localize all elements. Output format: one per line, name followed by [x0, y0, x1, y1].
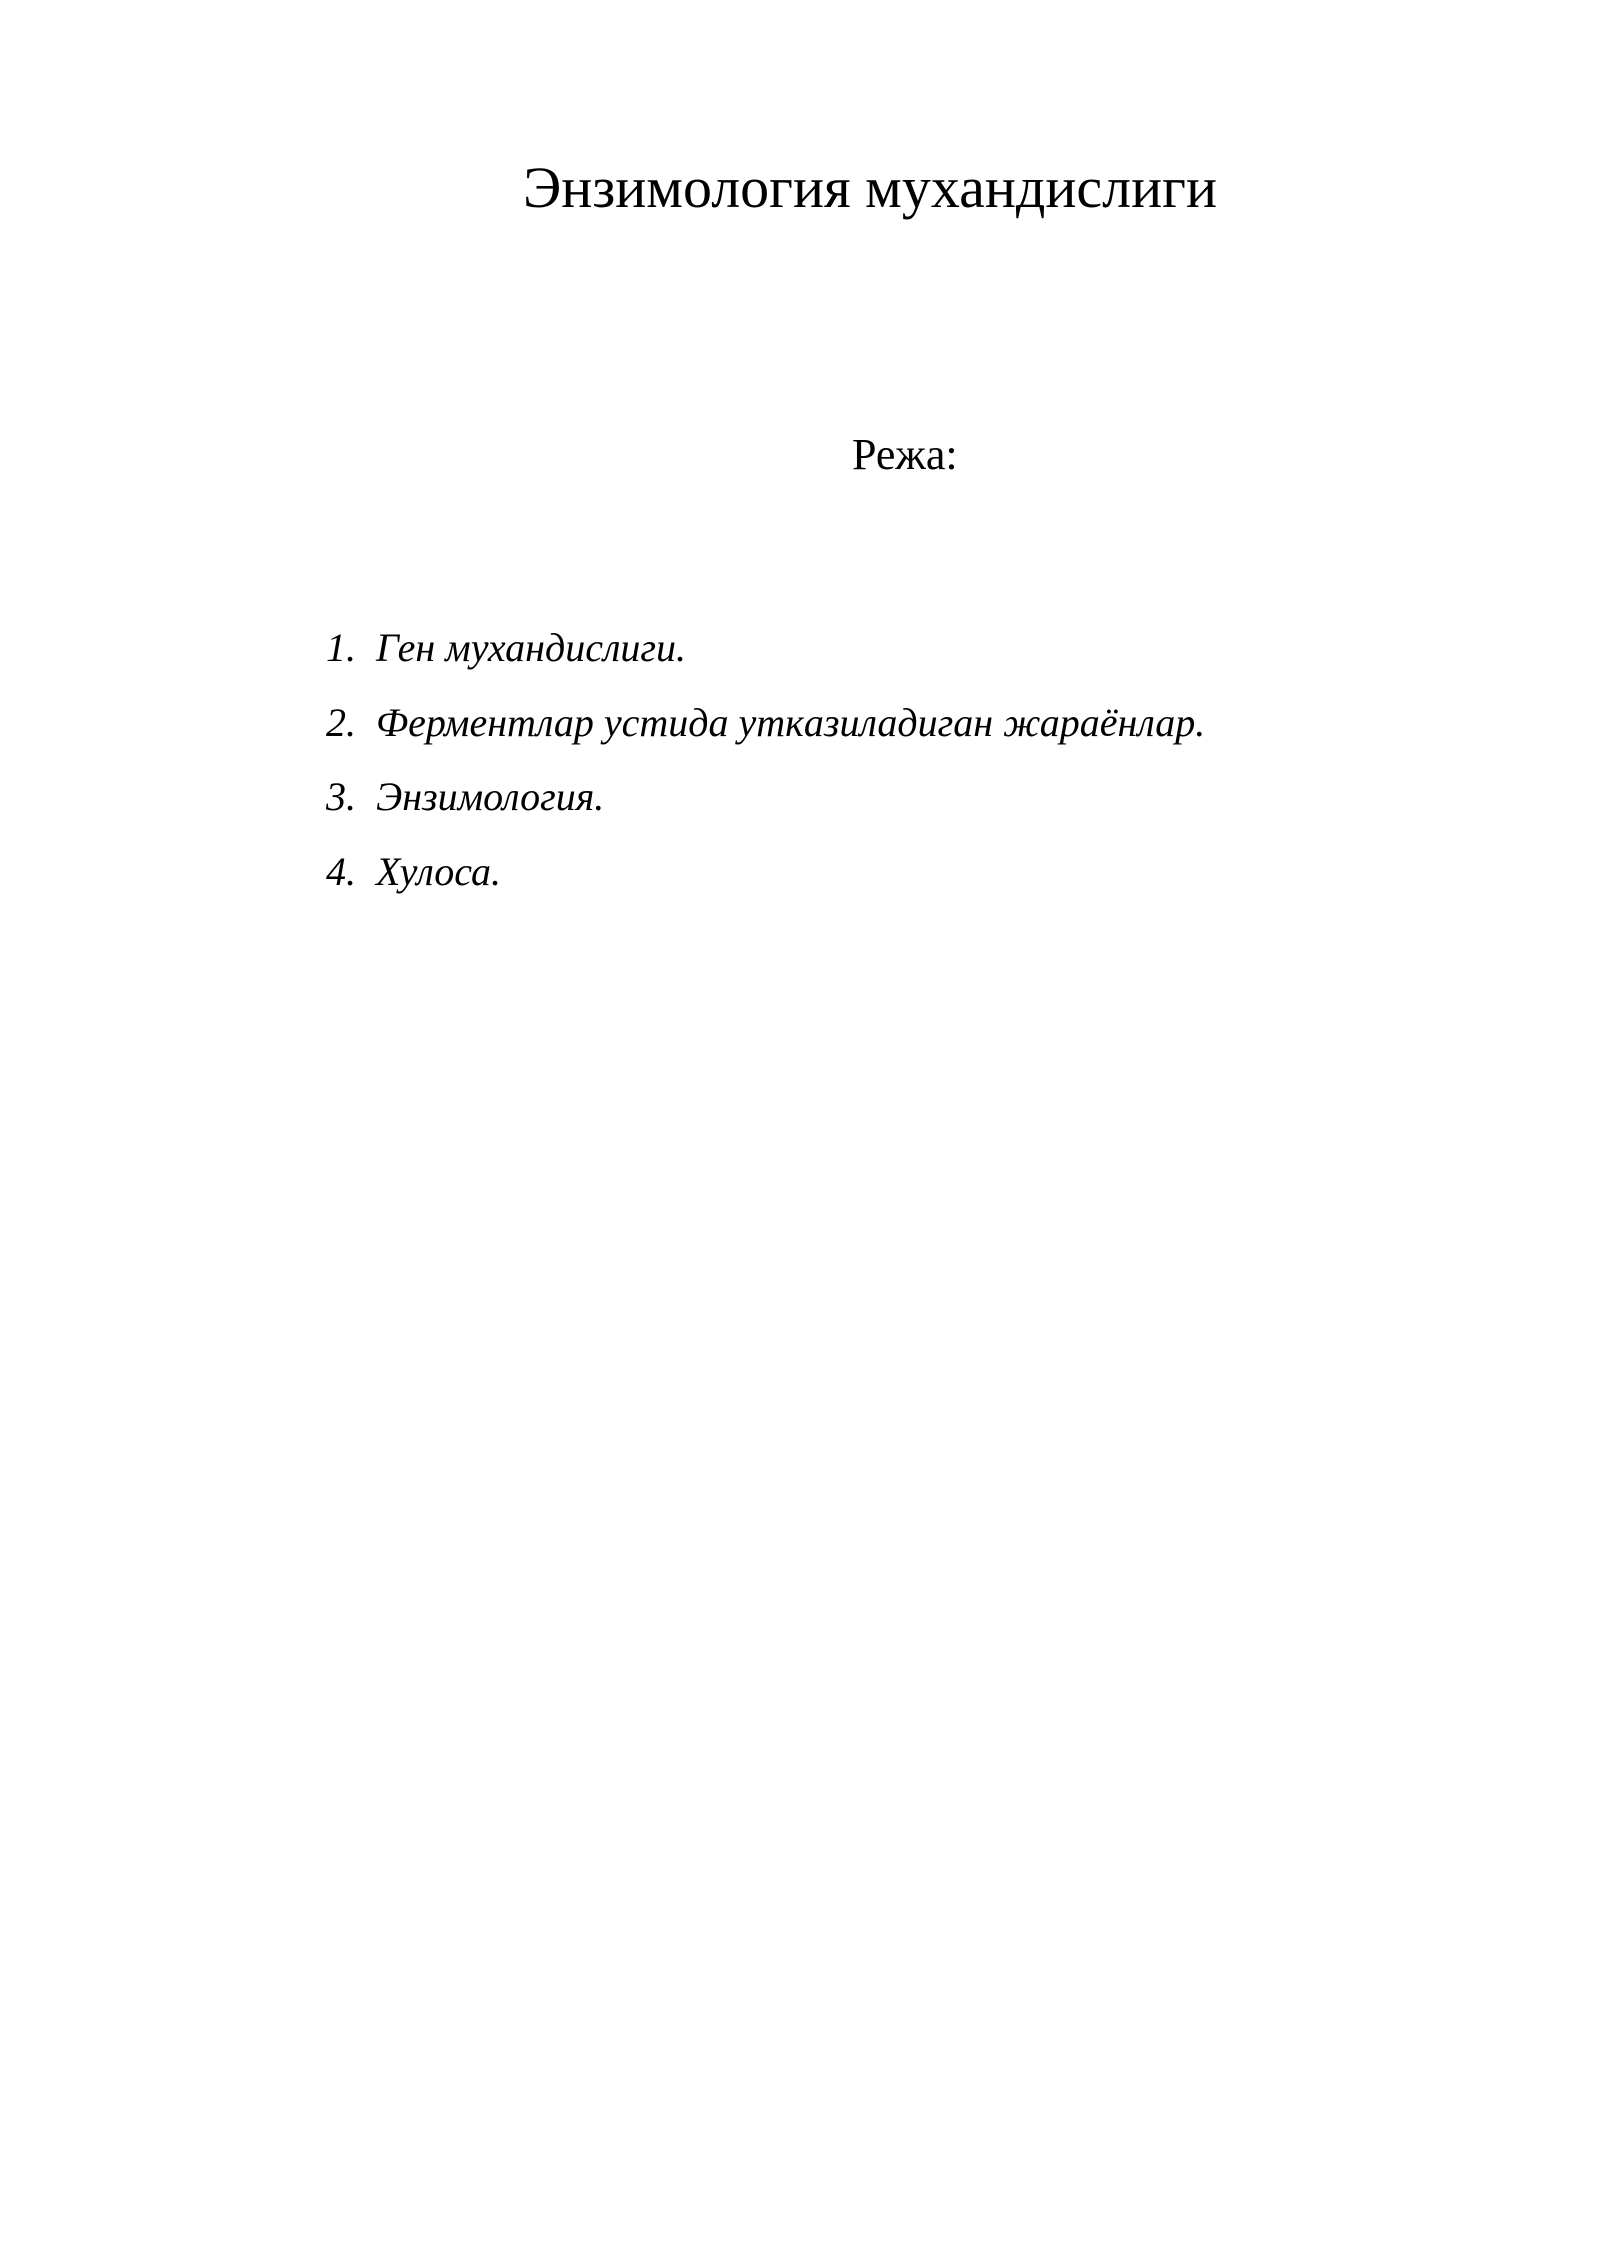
- list-item-text: Ферментлар устида уткaзиладиган жараёнлар.: [376, 699, 1206, 745]
- list-item-text: Энзимология.: [376, 774, 605, 819]
- list-item-text: Ген мухандислиги.: [376, 625, 687, 670]
- plan-heading: Режа:: [852, 430, 958, 479]
- list-item: [326, 771, 1205, 846]
- list-item: [326, 622, 1205, 697]
- list-item: [326, 697, 1205, 772]
- list-item-number: 3.: [326, 774, 356, 819]
- document-title: Энзимология мухандислиги: [523, 155, 1217, 220]
- list-item-number: 2.: [326, 699, 356, 745]
- plan-list: [326, 622, 1205, 920]
- list-item-number: 1.: [326, 625, 356, 670]
- list-item-number: 4.: [326, 848, 356, 894]
- list-item: [326, 846, 1205, 921]
- list-item-text: Хулоса.: [376, 848, 501, 894]
